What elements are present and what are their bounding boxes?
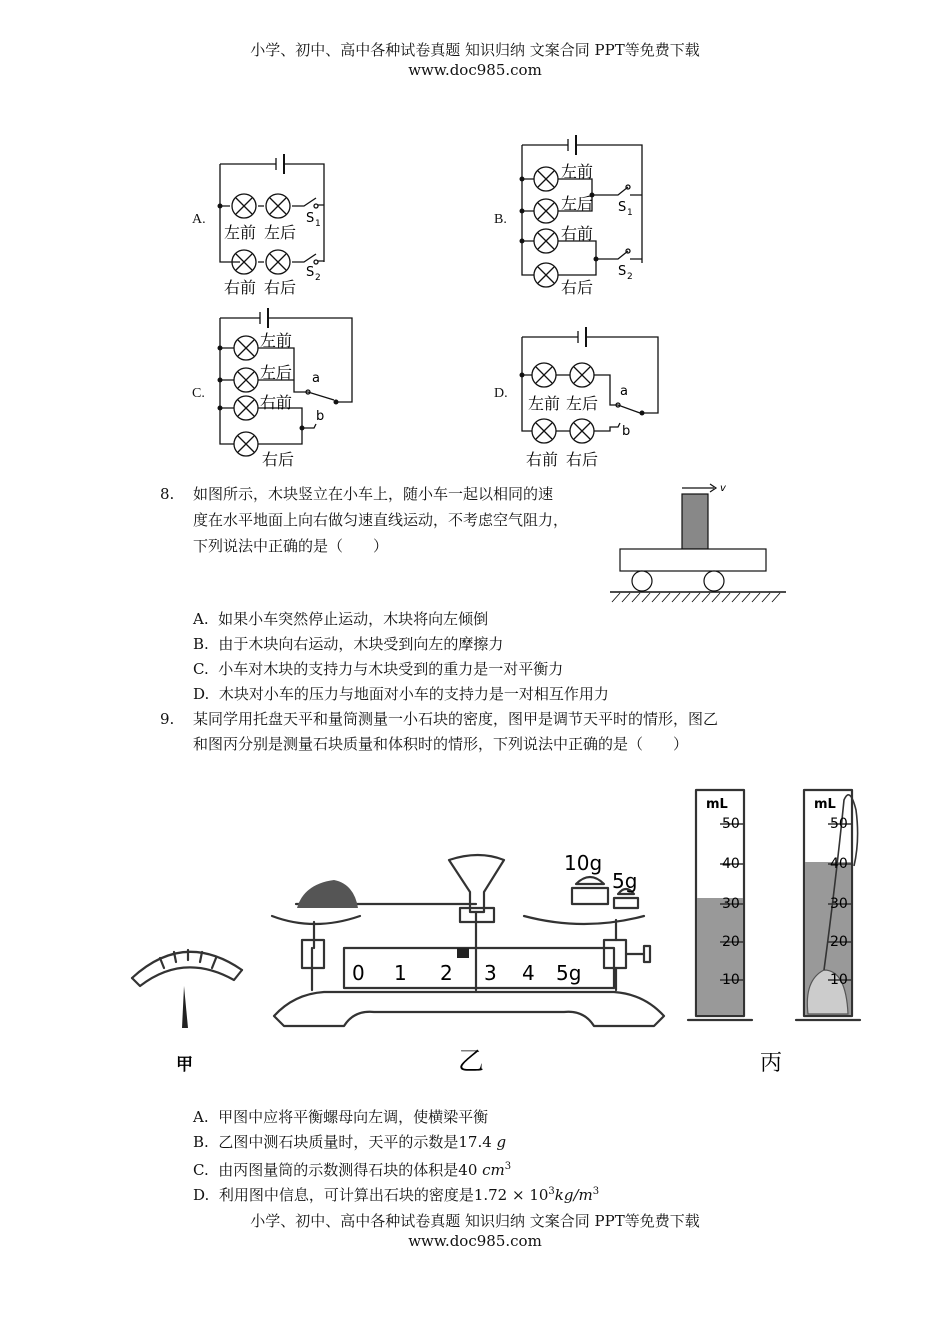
- circuit-d-lamp-right-rear: 右后: [566, 450, 599, 469]
- q9-stem-line2: 和图丙分别是测量石块质量和体积时的情形，下列说法中正确的是（ ）: [193, 735, 689, 753]
- circuit-c-lamp-left-front: 左前: [260, 331, 293, 350]
- q8-option-d[interactable]: [193, 682, 609, 706]
- q8-option-a-text: 如果小车突然停止运动，木块将向左倾倒: [218, 610, 489, 628]
- scale-tick-4: 4: [522, 961, 535, 985]
- q9-option-a-label: A.: [193, 1108, 209, 1126]
- q9-option-a[interactable]: [193, 1105, 488, 1129]
- q8-option-b-label: B.: [193, 635, 209, 653]
- circuit-a-lamp-right-rear: 右后: [264, 278, 297, 297]
- circuit-d-lamp-left-front: 左前: [528, 394, 561, 413]
- q9-option-d-text: 利用图中信息，可计算出石块的密度是: [218, 1186, 474, 1204]
- circuit-c-lamp-left-rear: 左后: [260, 363, 293, 382]
- scale-tick-3: 3: [484, 961, 497, 985]
- velocity-label: v: [720, 483, 726, 494]
- q9-option-c[interactable]: [193, 1155, 511, 1182]
- q8-option-c[interactable]: [193, 657, 563, 681]
- circuit-b-switch-s2-sub: 2: [627, 272, 633, 282]
- q7-option-b-label: B.: [494, 212, 507, 227]
- circuit-d-switch-a: a: [620, 384, 628, 399]
- circuit-a-lamp-left-rear: 左后: [264, 223, 297, 242]
- circuit-b-switch-s1-sub: 1: [627, 208, 633, 218]
- circuit-b-switch-s2: S: [618, 264, 627, 279]
- circuit-d-lamp-right-front: 右前: [526, 450, 559, 469]
- circuit-a-switch-s1: S: [306, 211, 315, 226]
- q9-option-d-unit-sup: 3: [592, 1186, 600, 1197]
- q9-number: 9.: [160, 710, 175, 728]
- q7-option-c-label: C.: [192, 386, 205, 401]
- q8-number: 8.: [160, 485, 175, 503]
- q9-option-b-text: 乙图中测石块质量时，天平的示数是: [218, 1133, 459, 1151]
- q9-option-c-label: C.: [193, 1161, 209, 1179]
- figure-label-bing: 丙: [760, 1051, 783, 1076]
- circuit-d-switch-b: b: [622, 424, 631, 439]
- q9-option-a-text: 甲图中应将平衡螺母向左调，使横梁平衡: [218, 1108, 489, 1126]
- circuit-c-lamp-right-front: 右前: [260, 393, 293, 412]
- weight-10g-label: 10g: [564, 851, 603, 875]
- q9-option-c-unit: cm: [482, 1161, 505, 1179]
- q9-option-c-unit-sup: 3: [504, 1161, 512, 1172]
- scale-tick-0: 0: [352, 961, 365, 985]
- circuit-c-switch-b: b: [316, 409, 325, 424]
- q7-option-d-label: D.: [494, 386, 508, 401]
- scale-tick-1: 1: [394, 961, 407, 985]
- q8-option-c-text: 小车对木块的支持力与木块受到的重力是一对平衡力: [218, 660, 564, 678]
- q9-option-d[interactable]: [193, 1180, 599, 1207]
- circuit-a-switch-s2: S: [306, 265, 315, 280]
- q7-option-a-label: A.: [192, 212, 206, 227]
- cylinder-2-unit: mL: [814, 797, 836, 812]
- cylinder-2-tick-50: 50: [830, 816, 848, 832]
- q8-option-d-text: 木块对小车的压力与地面对小车的支持力是一对相互作用力: [218, 685, 609, 703]
- circuit-c-switch-a: a: [312, 371, 320, 386]
- q9-option-d-value-sup: 3: [548, 1186, 555, 1197]
- cylinder-1-tick-50: 50: [722, 816, 740, 832]
- cylinder-1-tick-20: 20: [722, 934, 740, 950]
- figure-label-jia: 甲: [176, 1055, 193, 1075]
- circuit-b-lamp-left-rear: 左后: [561, 194, 594, 213]
- circuit-b-lamp-right-front: 右前: [561, 224, 594, 243]
- circuit-d-diagram: [514, 325, 664, 470]
- circuit-a-diagram: [212, 150, 342, 300]
- cylinder-2-tick-20: 20: [830, 934, 848, 950]
- q9-option-d-value: 1.72 × 10: [473, 1186, 549, 1204]
- q9-stem-line1: 某同学用托盘天平和量筒测量一小石块的密度，图甲是调节天平时的情形，图乙: [193, 710, 719, 728]
- circuit-b-lamp-left-front: 左前: [561, 162, 594, 181]
- q8-option-a-label: A.: [193, 610, 209, 628]
- q9-option-b-unit: g: [496, 1133, 507, 1151]
- header-url: www.doc985.com: [408, 61, 542, 79]
- q9-option-c-value: 40: [458, 1161, 478, 1179]
- weight-5g-label: 5g: [612, 869, 638, 893]
- cylinder-1-tick-30: 30: [722, 896, 740, 912]
- q9-option-c-text: 由丙图量筒的示数测得石块的体积是: [218, 1161, 459, 1179]
- q8-stem-line1: 如图所示，木块竖立在小车上，随小车一起以相同的速: [193, 485, 554, 503]
- q9-option-b-label: B.: [193, 1133, 209, 1151]
- figure-label-yi: 乙: [458, 1047, 485, 1077]
- q8-option-c-label: C.: [193, 660, 209, 678]
- circuit-c-lamp-right-rear: 右后: [262, 450, 295, 469]
- q9-option-b-value: 17.4: [458, 1133, 492, 1151]
- q8-option-d-label: D.: [193, 685, 210, 703]
- circuit-b-switch-s1: S: [618, 200, 627, 215]
- circuit-c-diagram: [206, 308, 356, 473]
- cart-block-figure: [608, 478, 793, 608]
- circuit-b-diagram: [514, 135, 649, 300]
- footer-url: www.doc985.com: [408, 1232, 542, 1250]
- cylinder-1-tick-40: 40: [722, 856, 740, 872]
- circuit-a-switch-s2-sub: 2: [315, 273, 321, 283]
- circuit-a-lamp-left-front: 左前: [224, 223, 257, 242]
- q9-option-b[interactable]: [193, 1130, 506, 1154]
- page-footer: [0, 1211, 950, 1251]
- circuit-b-lamp-right-rear: 右后: [561, 278, 594, 297]
- q8-option-a[interactable]: [193, 607, 488, 631]
- cylinder-2-tick-10: 10: [830, 972, 848, 988]
- q9-option-d-label: D.: [193, 1186, 210, 1204]
- q8-option-b-text: 由于木块向右运动，木块受到向左的摩擦力: [218, 635, 504, 653]
- page-header: [0, 40, 950, 80]
- circuit-d-lamp-left-rear: 左后: [566, 394, 599, 413]
- footer-line1: 小学、初中、高中各种试卷真题 知识归纳 文案合同 PPT等免费下载: [250, 1212, 700, 1230]
- cylinder-1-tick-10: 10: [722, 972, 740, 988]
- q8-option-b[interactable]: [193, 632, 503, 656]
- q8-stem-line2: 度在水平地面上向右做匀速直线运动，不考虑空气阻力，: [193, 511, 569, 529]
- scale-tick-2: 2: [440, 961, 453, 985]
- circuit-a-lamp-right-front: 右前: [224, 278, 257, 297]
- q9-option-d-unit: kg/m: [554, 1186, 593, 1204]
- circuit-a-switch-s1-sub: 1: [315, 219, 321, 229]
- scale-tick-5g: 5g: [556, 961, 582, 985]
- q8-stem-line3: 下列说法中正确的是（ ）: [193, 537, 389, 555]
- cylinder-2-tick-40: 40: [830, 856, 848, 872]
- cylinder-1-unit: mL: [706, 797, 728, 812]
- balance-cylinder-figure: [124, 780, 876, 1085]
- header-line1: 小学、初中、高中各种试卷真题 知识归纳 文案合同 PPT等免费下载: [250, 41, 700, 59]
- cylinder-2-tick-30: 30: [830, 896, 848, 912]
